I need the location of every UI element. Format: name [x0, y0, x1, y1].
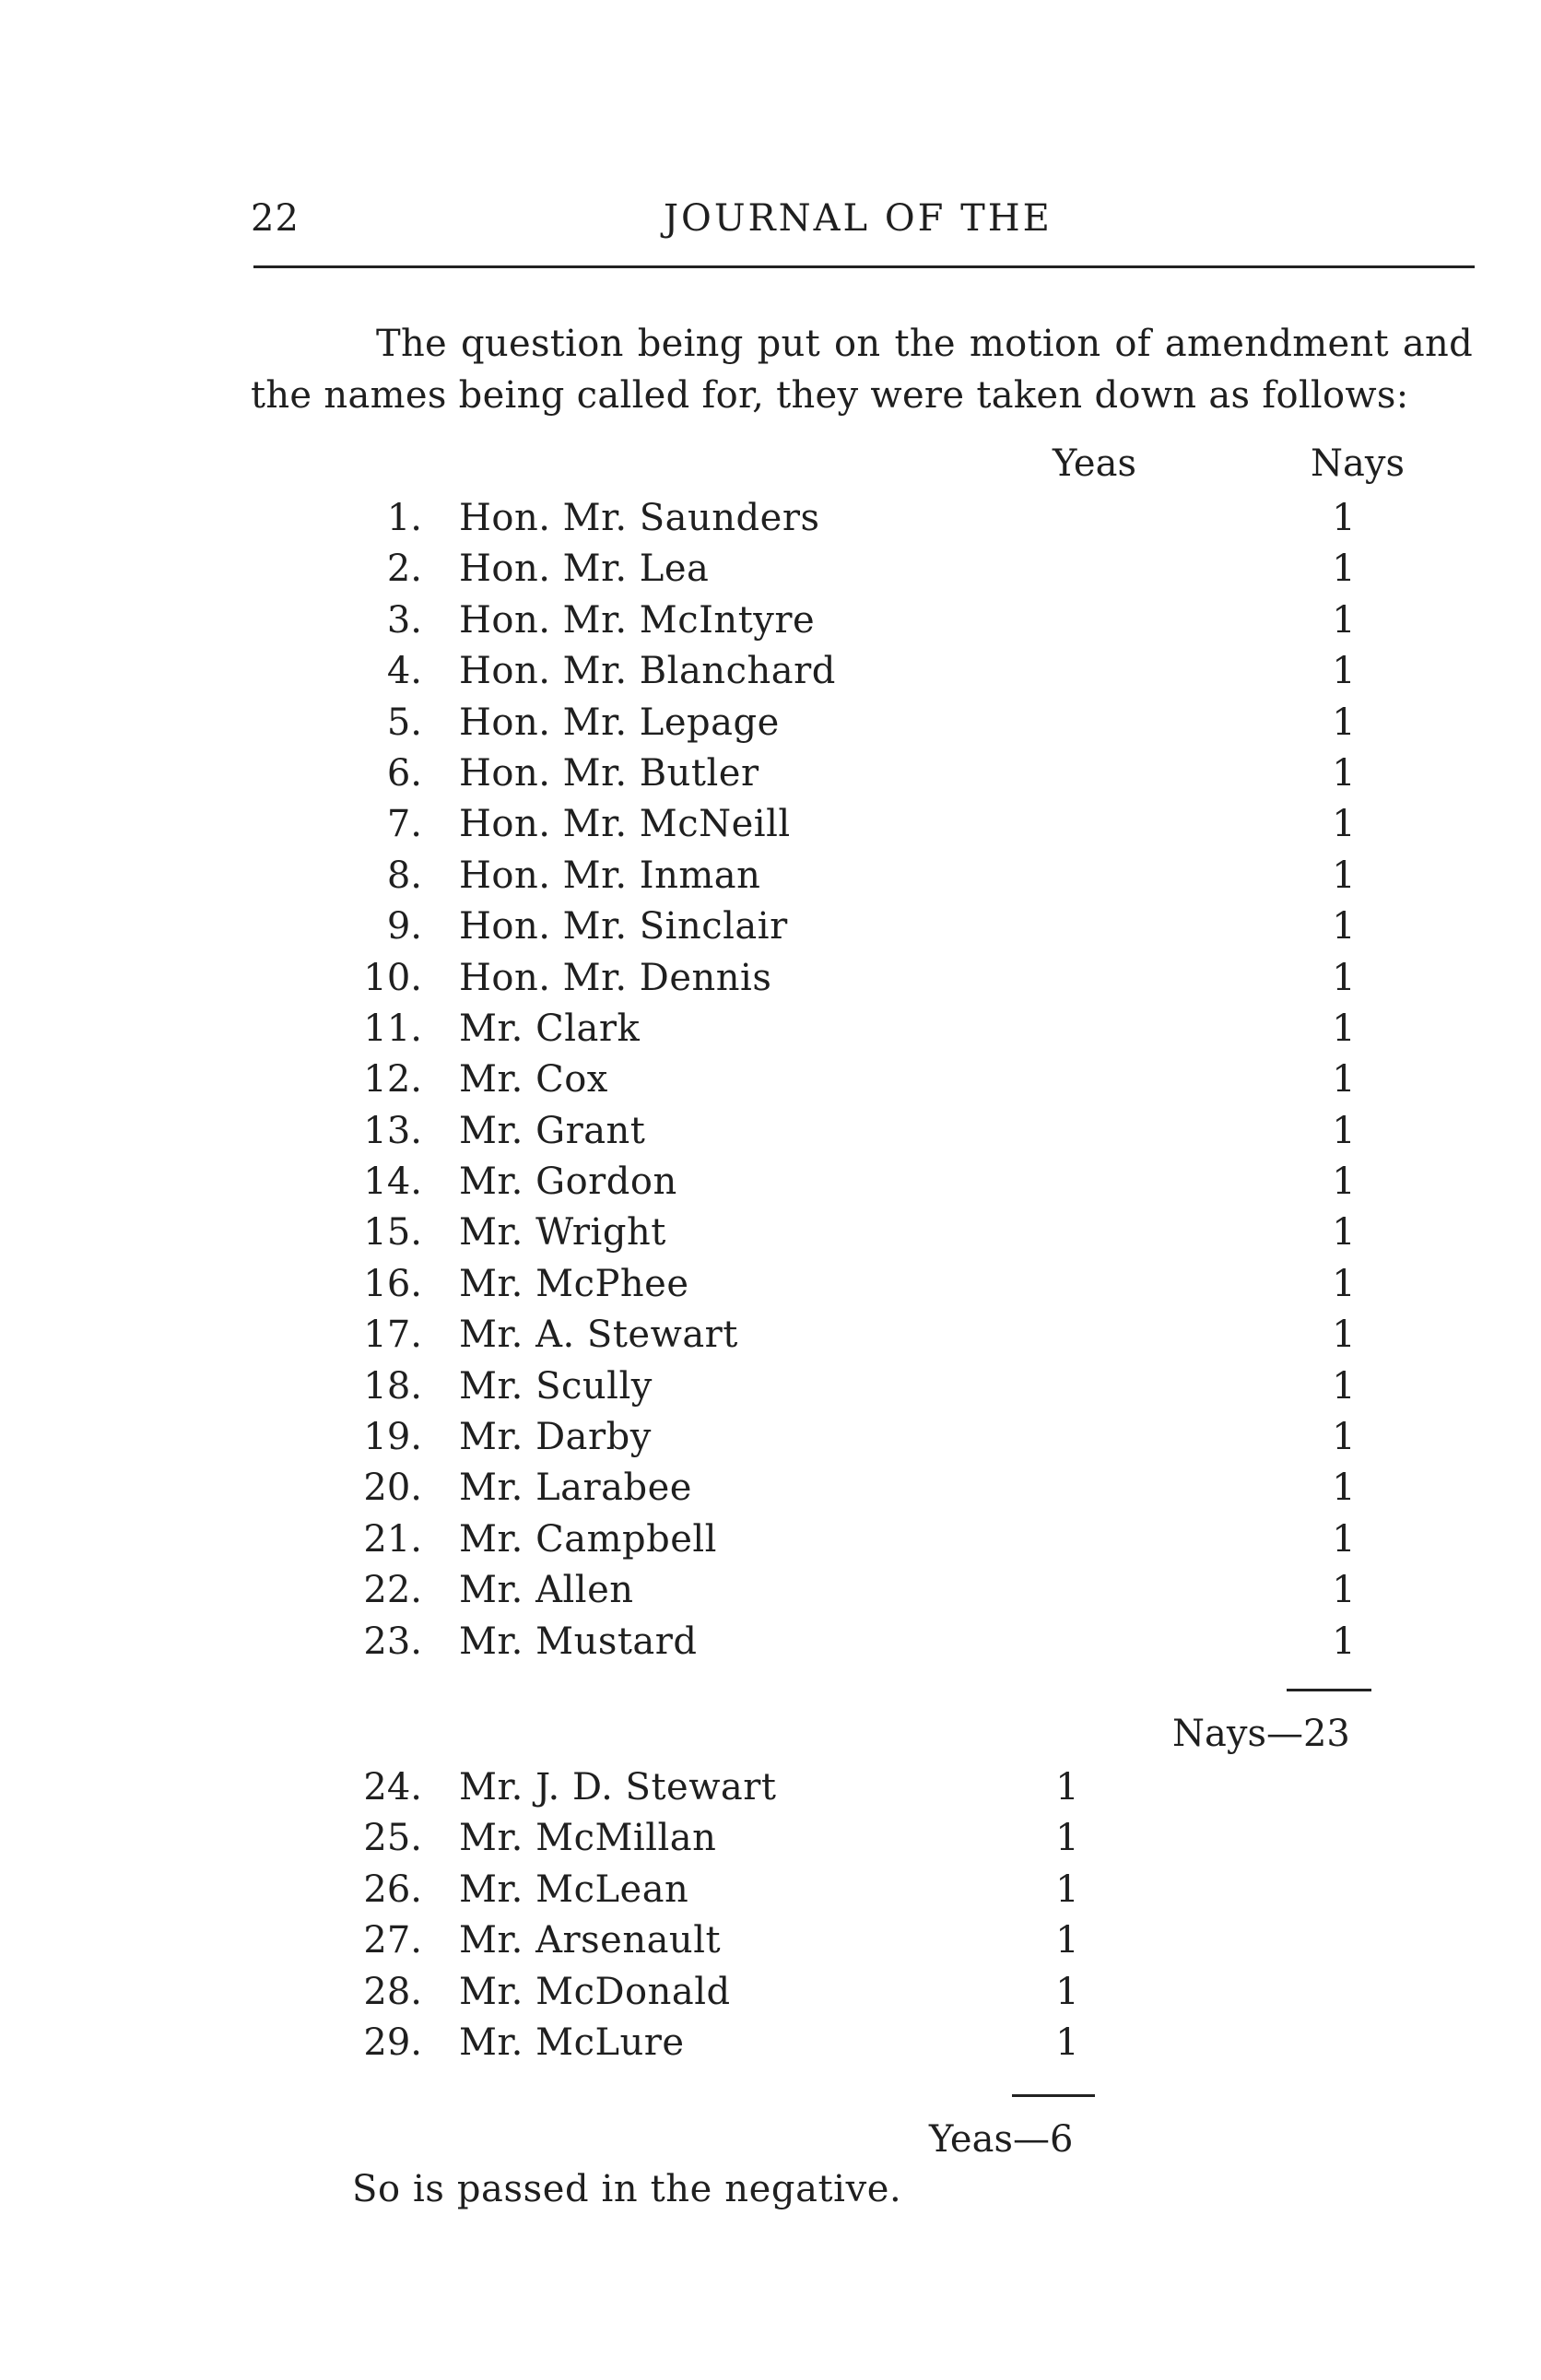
vote-number: 5. — [386, 701, 422, 744]
member-name: Hon. Mr. Saunders — [459, 497, 820, 539]
vote-number: 20. — [363, 1467, 422, 1510]
vote-tally: 1 — [1332, 854, 1356, 897]
vote-number: 16. — [363, 1262, 422, 1305]
member-name: Hon. Mr. Blanchard — [459, 650, 836, 693]
vote-row — [0, 1259, 1541, 1310]
vote-tally: 1 — [1332, 751, 1356, 795]
vote-row — [0, 1004, 1541, 1055]
vote-tally: 1 — [1332, 701, 1356, 744]
vote-tally: 1 — [1055, 1970, 1079, 2013]
vote-number: 25. — [363, 1817, 422, 1860]
vote-tally: 1 — [1332, 1058, 1356, 1102]
vote-tally: 1 — [1332, 598, 1356, 642]
vote-number: 13. — [363, 1109, 422, 1152]
header-rule — [253, 265, 1475, 268]
member-name: Mr. Larabee — [459, 1467, 692, 1510]
vote-row — [0, 1055, 1541, 1105]
conclusion-text: So is passed in the negative. — [352, 2168, 902, 2210]
member-name: Mr. McLure — [459, 2021, 685, 2064]
member-name: Mr. Scully — [459, 1364, 653, 1408]
member-name: Mr. J. D. Stewart — [459, 1766, 777, 1809]
vote-tally: 1 — [1332, 1467, 1356, 1510]
member-name: Hon. Mr. Inman — [459, 854, 761, 897]
member-name: Mr. Mustard — [459, 1620, 698, 1663]
member-name: Hon. Mr. Lepage — [459, 701, 780, 744]
vote-tally: 1 — [1055, 1817, 1079, 1860]
vote-row — [0, 799, 1541, 850]
member-name: Mr. A. Stewart — [459, 1314, 738, 1357]
vote-tally: 1 — [1332, 1364, 1356, 1408]
vote-number: 22. — [363, 1569, 422, 1612]
vote-tally: 1 — [1055, 1867, 1079, 1911]
vote-number: 2. — [386, 548, 422, 591]
vote-tally: 1 — [1332, 1314, 1356, 1357]
vote-number: 11. — [363, 1007, 422, 1050]
vote-tally: 1 — [1332, 1161, 1356, 1204]
member-name: Mr. McMillan — [459, 1817, 717, 1860]
vote-row — [0, 1865, 1541, 1915]
running-head: JOURNAL OF THE — [664, 197, 1053, 240]
member-name: Mr. Arsenault — [459, 1919, 722, 1962]
nays-vote-list — [0, 493, 1541, 1667]
member-name: Mr. Clark — [459, 1007, 641, 1050]
yeas-total-rule — [1012, 2094, 1095, 2097]
vote-row — [0, 851, 1541, 901]
vote-row — [0, 493, 1541, 544]
vote-tally: 1 — [1332, 1211, 1356, 1255]
member-name: Hon. Mr. McIntyre — [459, 598, 816, 642]
member-name: Mr. McLean — [459, 1867, 689, 1911]
vote-tally: 1 — [1332, 1109, 1356, 1152]
vote-number: 27. — [363, 1919, 422, 1962]
vote-row — [0, 2018, 1541, 2068]
vote-row — [0, 1361, 1541, 1412]
yeas-vote-list — [0, 1762, 1541, 2068]
vote-row — [0, 544, 1541, 595]
vote-row — [0, 1813, 1541, 1864]
vote-row — [0, 1617, 1541, 1667]
yeas-column-header: Yeas — [1053, 442, 1136, 485]
vote-row — [0, 1157, 1541, 1208]
vote-number: 6. — [386, 751, 422, 795]
member-name: Mr. McDonald — [459, 1970, 731, 2013]
vote-number: 15. — [363, 1211, 422, 1255]
vote-row — [0, 698, 1541, 748]
vote-number: 7. — [386, 803, 422, 846]
vote-tally: 1 — [1055, 1766, 1079, 1809]
member-name: Hon. Mr. Dennis — [459, 956, 772, 999]
vote-row — [0, 1310, 1541, 1361]
intro-paragraph: The question being put on the motion of amendment and the names being called for, they were taken down as follows: — [251, 323, 1473, 417]
vote-row — [0, 595, 1541, 646]
vote-row — [0, 748, 1541, 799]
member-name: Mr. Wright — [459, 1211, 666, 1255]
vote-row — [0, 1762, 1541, 1813]
member-name: Hon. Mr. McNeill — [459, 803, 791, 846]
nays-column-header: Nays — [1311, 442, 1405, 485]
member-name: Hon. Mr. Sinclair — [459, 905, 788, 948]
vote-number: 23. — [363, 1620, 422, 1663]
member-name: Mr. Darby — [459, 1416, 652, 1459]
vote-tally: 1 — [1332, 1007, 1356, 1050]
vote-row — [0, 953, 1541, 1004]
vote-number: 21. — [363, 1517, 422, 1561]
vote-tally: 1 — [1332, 905, 1356, 948]
vote-tally: 1 — [1055, 1919, 1079, 1962]
vote-row — [0, 1208, 1541, 1258]
vote-row — [0, 1106, 1541, 1157]
vote-tally: 1 — [1332, 1569, 1356, 1612]
member-name: Mr. Gordon — [459, 1161, 677, 1204]
vote-row — [0, 1565, 1541, 1616]
vote-number: 12. — [363, 1058, 422, 1102]
vote-number: 10. — [363, 956, 422, 999]
vote-tally: 1 — [1332, 650, 1356, 693]
vote-number: 18. — [363, 1364, 422, 1408]
vote-number: 29. — [363, 2021, 422, 2064]
vote-number: 14. — [363, 1161, 422, 1204]
vote-number: 26. — [363, 1867, 422, 1911]
member-name: Mr. Cox — [459, 1058, 608, 1102]
vote-row — [0, 1412, 1541, 1463]
vote-tally: 1 — [1055, 2021, 1079, 2064]
vote-row — [0, 1463, 1541, 1514]
vote-number: 9. — [386, 905, 422, 948]
vote-number: 1. — [386, 497, 422, 539]
vote-row — [0, 1967, 1541, 2018]
member-name: Hon. Mr. Butler — [459, 751, 759, 795]
member-name: Mr. Campbell — [459, 1517, 717, 1561]
vote-number: 24. — [363, 1766, 422, 1809]
vote-tally: 1 — [1332, 548, 1356, 591]
vote-row — [0, 901, 1541, 952]
vote-tally: 1 — [1332, 1262, 1356, 1305]
vote-tally: 1 — [1332, 956, 1356, 999]
vote-tally: 1 — [1332, 1416, 1356, 1459]
vote-row — [0, 1915, 1541, 1966]
member-name: Mr. Grant — [459, 1109, 646, 1152]
vote-number: 19. — [363, 1416, 422, 1459]
member-name: Hon. Mr. Lea — [459, 548, 710, 591]
nays-total-rule — [1287, 1689, 1371, 1691]
vote-tally: 1 — [1332, 497, 1356, 539]
vote-tally: 1 — [1332, 803, 1356, 846]
member-name: Mr. Allen — [459, 1569, 634, 1612]
yeas-total: Yeas—6 — [929, 2118, 1074, 2161]
nays-total: Nays—23 — [1172, 1713, 1350, 1755]
vote-tally: 1 — [1332, 1517, 1356, 1561]
vote-tally: 1 — [1332, 1620, 1356, 1663]
vote-row — [0, 646, 1541, 697]
vote-number: 8. — [386, 854, 422, 897]
vote-number: 28. — [363, 1970, 422, 2013]
vote-row — [0, 1514, 1541, 1565]
member-name: Mr. McPhee — [459, 1262, 689, 1305]
vote-number: 3. — [386, 598, 422, 642]
vote-number: 4. — [386, 650, 422, 693]
vote-number: 17. — [363, 1314, 422, 1357]
page-number: 22 — [251, 197, 300, 240]
